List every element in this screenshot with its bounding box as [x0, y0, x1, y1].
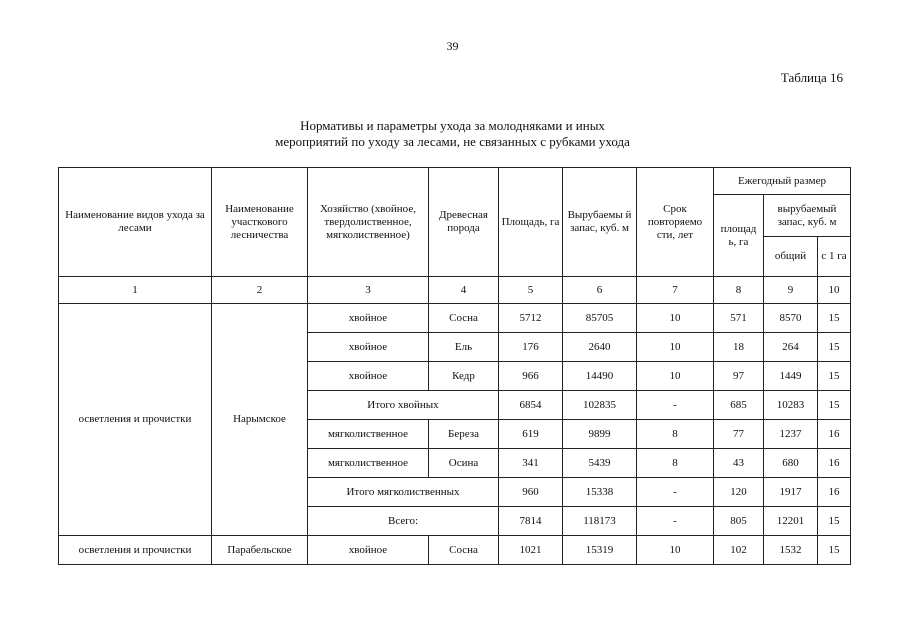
area-cell: 966 [499, 362, 563, 391]
period-cell: 10 [637, 304, 714, 333]
column-number: 7 [637, 277, 714, 304]
annual-total-cell: 264 [764, 333, 818, 362]
column-number: 6 [563, 277, 637, 304]
subtotal-label: Итого мягколиственных [308, 478, 499, 507]
header-economy: Хозяйство (хвойное, твердолиственное, мягколиственное) [308, 168, 429, 277]
column-number: 5 [499, 277, 563, 304]
forestry-cell: Нарымское [212, 304, 308, 536]
economy-cell: хвойное [308, 333, 429, 362]
header-annual-size: Ежегодный размер [714, 168, 851, 195]
annual-area-cell: 102 [714, 536, 764, 565]
period-cell: 10 [637, 536, 714, 565]
annual-per-ha-cell: 16 [818, 449, 851, 478]
area-cell: 5712 [499, 304, 563, 333]
area-cell: 6854 [499, 391, 563, 420]
annual-total-cell: 1917 [764, 478, 818, 507]
annual-total-cell: 10283 [764, 391, 818, 420]
annual-total-cell: 1237 [764, 420, 818, 449]
annual-area-cell: 685 [714, 391, 764, 420]
stock-cell: 102835 [563, 391, 637, 420]
annual-per-ha-cell: 15 [818, 391, 851, 420]
subtotal-label: Итого хвойных [308, 391, 499, 420]
area-cell: 1021 [499, 536, 563, 565]
header-area: Площадь, га [499, 168, 563, 277]
page-number: 39 [446, 39, 459, 53]
stock-cell: 9899 [563, 420, 637, 449]
species-cell: Ель [429, 333, 499, 362]
species-cell: Кедр [429, 362, 499, 391]
header-annual-total: общий [764, 237, 818, 277]
annual-total-cell: 1532 [764, 536, 818, 565]
care-type-cell: осветления и прочистки [59, 304, 212, 536]
table-label: Таблица 16 [780, 70, 843, 85]
stock-cell: 15338 [563, 478, 637, 507]
period-cell: - [637, 507, 714, 536]
area-cell: 619 [499, 420, 563, 449]
annual-area-cell: 805 [714, 507, 764, 536]
column-number: 4 [429, 277, 499, 304]
annual-area-cell: 43 [714, 449, 764, 478]
header-annual-stock: вырубаемый запас, куб. м [764, 195, 851, 237]
economy-cell: мягколиственное [308, 420, 429, 449]
header-species: Древесная порода [429, 168, 499, 277]
area-cell: 7814 [499, 507, 563, 536]
header-harvest-stock: Вырубаемы й запас, куб. м [563, 168, 637, 277]
area-cell: 960 [499, 478, 563, 507]
care-type-cell: осветления и прочистки [59, 536, 212, 565]
stock-cell: 2640 [563, 333, 637, 362]
annual-per-ha-cell: 15 [818, 536, 851, 565]
column-number: 9 [764, 277, 818, 304]
total-label: Всего: [308, 507, 499, 536]
period-cell: - [637, 478, 714, 507]
area-cell: 176 [499, 333, 563, 362]
table-title [0, 118, 905, 150]
column-number-row [59, 277, 851, 304]
annual-area-cell: 120 [714, 478, 764, 507]
annual-per-ha-cell: 15 [818, 304, 851, 333]
header-row [59, 168, 851, 195]
annual-per-ha-cell: 15 [818, 362, 851, 391]
species-cell: Сосна [429, 536, 499, 565]
annual-area-cell: 18 [714, 333, 764, 362]
annual-total-cell: 1449 [764, 362, 818, 391]
period-cell: 10 [637, 362, 714, 391]
economy-cell: хвойное [308, 536, 429, 565]
column-number: 3 [308, 277, 429, 304]
annual-per-ha-cell: 15 [818, 507, 851, 536]
annual-area-cell: 571 [714, 304, 764, 333]
stock-cell: 15319 [563, 536, 637, 565]
stock-cell: 85705 [563, 304, 637, 333]
species-cell: Береза [429, 420, 499, 449]
table-title-line-1: Нормативы и параметры ухода за молодняками и иных [300, 118, 605, 133]
annual-per-ha-cell: 15 [818, 333, 851, 362]
species-cell: Осина [429, 449, 499, 478]
stock-cell: 14490 [563, 362, 637, 391]
column-number: 8 [714, 277, 764, 304]
annual-total-cell: 8570 [764, 304, 818, 333]
annual-area-cell: 97 [714, 362, 764, 391]
forestry-cell: Парабельское [212, 536, 308, 565]
table-row [59, 304, 851, 333]
period-cell: 10 [637, 333, 714, 362]
period-cell: 8 [637, 449, 714, 478]
annual-area-cell: 77 [714, 420, 764, 449]
header-annual-per-ha: с 1 га [818, 237, 851, 277]
area-cell: 341 [499, 449, 563, 478]
header-repeat-period: Срок повторяемо сти, лет [637, 168, 714, 277]
annual-per-ha-cell: 16 [818, 420, 851, 449]
header-annual-area: площад ь, га [714, 195, 764, 277]
annual-per-ha-cell: 16 [818, 478, 851, 507]
species-cell: Сосна [429, 304, 499, 333]
header-forestry: Наименование участкового лесничества [212, 168, 308, 277]
header-care-type: Наименование видов ухода за лесами [59, 168, 212, 277]
economy-cell: хвойное [308, 362, 429, 391]
period-cell: - [637, 391, 714, 420]
economy-cell: мягколиственное [308, 449, 429, 478]
table-title-line-2: мероприятий по уходу за лесами, не связанных с рубками ухода [275, 134, 630, 149]
annual-total-cell: 12201 [764, 507, 818, 536]
stock-cell: 5439 [563, 449, 637, 478]
economy-cell: хвойное [308, 304, 429, 333]
stock-cell: 118173 [563, 507, 637, 536]
column-number: 10 [818, 277, 851, 304]
annual-total-cell: 680 [764, 449, 818, 478]
forest-care-table [58, 167, 851, 565]
table-row [59, 536, 851, 565]
column-number: 2 [212, 277, 308, 304]
column-number: 1 [59, 277, 212, 304]
period-cell: 8 [637, 420, 714, 449]
